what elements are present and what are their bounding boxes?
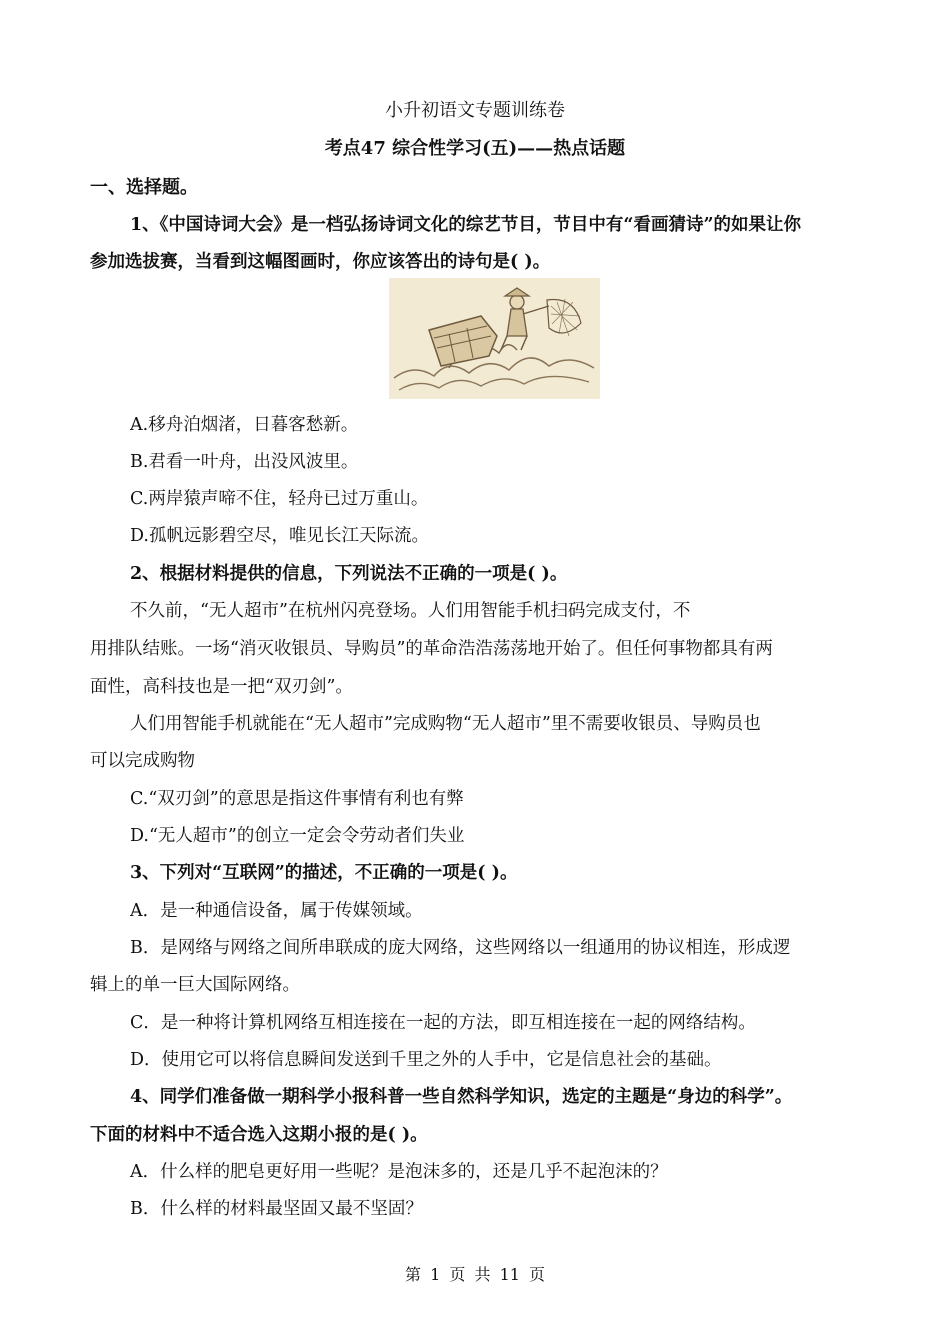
q1-option-a: A.移舟泊烟渚，日暮客愁新。	[130, 415, 359, 435]
footer-total-word: 共	[474, 1265, 491, 1284]
q3-option-a: A．是一种通信设备，属于传媒领域。	[130, 901, 423, 921]
footer-page-unit: 页	[449, 1265, 466, 1284]
q1-option-c: C.两岸猿声啼不住，轻舟已过万重山。	[130, 489, 429, 509]
page-footer	[0, 1262, 950, 1285]
q2-stem: 2、根据材料提供的信息，下列说法不正确的一项是( )。	[130, 564, 568, 584]
q2-material-line3: 面性，高科技也是一把“双刃剑”。	[90, 677, 353, 697]
q2-material-line1: 不久前，“无人超市”在杭州闪亮登场。人们用智能手机扫码完成支付，不	[130, 601, 691, 621]
q2-option-ab-line1: 人们用智能手机就能在“无人超市”完成购物“无人超市”里不需要收银员、导购员也	[130, 714, 761, 734]
footer-page-number: 1	[430, 1265, 441, 1284]
paper-subtitle: 考点47 综合性学习(五)——热点话题	[324, 138, 626, 159]
footer-total-number: 11	[499, 1265, 520, 1284]
q1-option-d: D.孤帆远影碧空尽，唯见长江天际流。	[130, 526, 429, 546]
q4-stem-line2: 下面的材料中不适合选入这期小报的是( )。	[90, 1125, 428, 1145]
q2-material-line2: 用排队结账。一场“消灭收银员、导购员”的革命浩浩荡荡地开始了。但任何事物都具有两	[90, 639, 773, 659]
q3-stem: 3、下列对“互联网”的描述，不正确的一项是( )。	[130, 863, 518, 883]
footer-page-word: 第	[404, 1265, 421, 1284]
q3-option-c: C．是一种将计算机网络互相连接在一起的方法，即互相连接在一起的网络结构。	[130, 1013, 756, 1033]
paper-title: 小升初语文专题训练卷	[385, 100, 565, 121]
q4-option-a: A．什么样的肥皂更好用一些呢？是泡沫多的，还是几乎不起泡沫的？	[130, 1162, 668, 1182]
section-heading: 一、选择题。	[90, 177, 198, 198]
fisherman-boat-illustration	[389, 278, 600, 399]
q1-stem-line1: 1、《中国诗词大会》是一档弘扬诗词文化的综艺节目，节目中有“看画猜诗”的如果让你	[130, 215, 802, 235]
q2-option-ab-line2: 可以完成购物	[90, 751, 195, 771]
q3-option-d: D．使用它可以将信息瞬间发送到千里之外的人手中，它是信息社会的基础。	[130, 1050, 722, 1070]
footer-total-unit: 页	[529, 1265, 546, 1284]
q1-stem-line2: 参加选拔赛，当看到这幅图画时，你应该答出的诗句是( )。	[90, 252, 551, 272]
q1-option-b: B.君看一叶舟，出没风波里。	[130, 452, 359, 472]
q2-option-c: C.“双刃剑”的意思是指这件事情有利也有弊	[130, 789, 464, 809]
q4-stem-line1: 4、同学们准备做一期科学小报科普一些自然科学知识，选定的主题是“身边的科学”。	[130, 1087, 793, 1107]
q3-option-b-line1: B．是网络与网络之间所串联成的庞大网络，这些网络以一组通用的协议相连，形成逻	[130, 938, 791, 958]
q4-option-b: B．什么样的材料最坚固又最不坚固？	[130, 1199, 423, 1219]
q3-option-b-line2: 辑上的单一巨大国际网络。	[90, 975, 300, 995]
q2-option-d: D.“无人超市”的创立一定会令劳动者们失业	[130, 826, 465, 846]
